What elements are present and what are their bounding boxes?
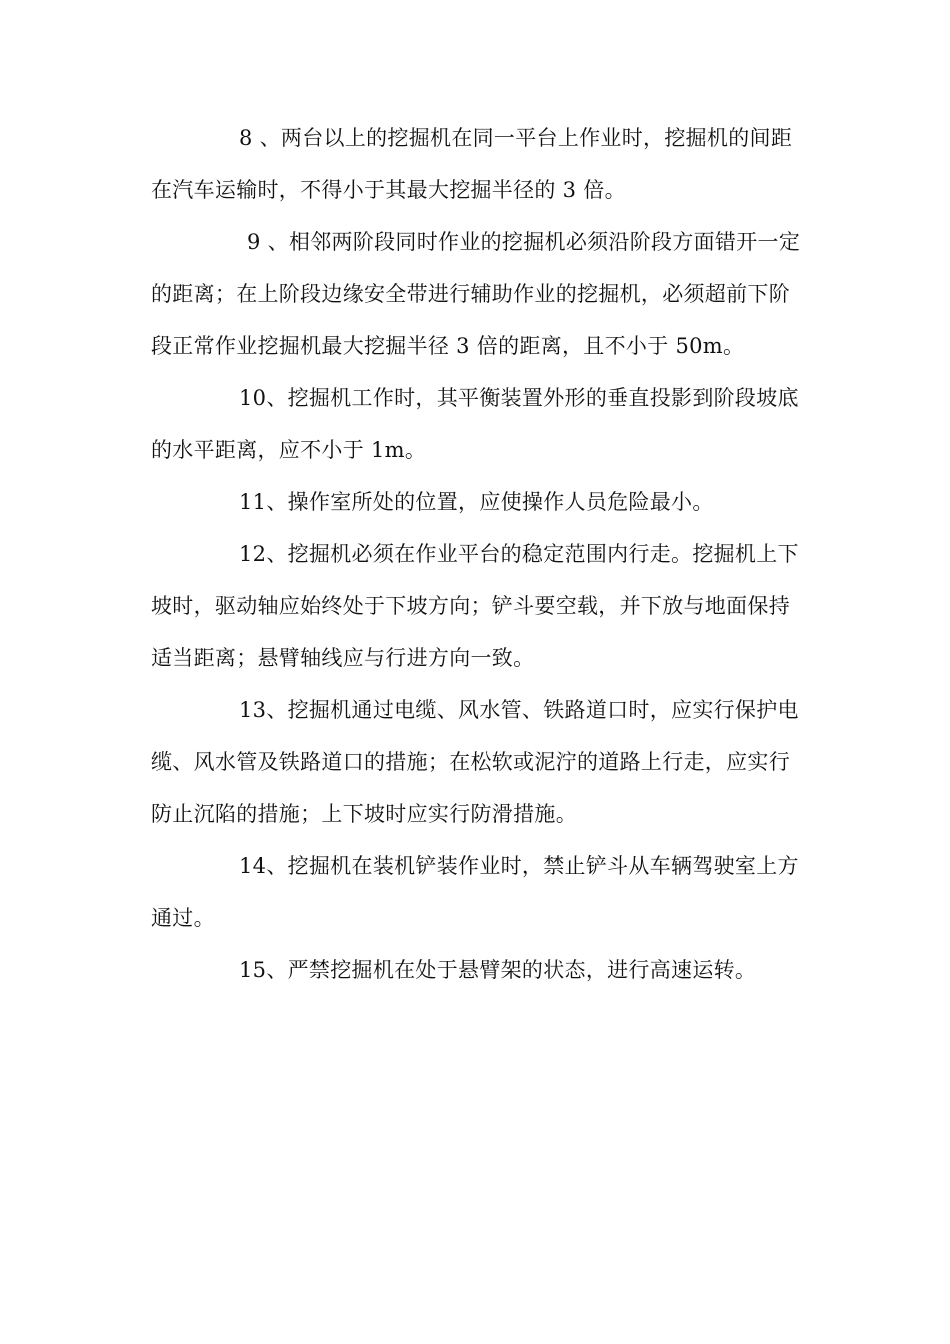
paragraph-item-12: 12、挖掘机必须在作业平台的稳定范围内行走。挖掘机上下坡时，驱动轴应始终处于下坡方向；铲斗要空载，并下放与地面保持适当距离；悬臂轴线应与行进方向一致。 (151, 542, 799, 670)
paragraph-item-8: 8 、两台以上的挖掘机在同一平台上作业时，挖掘机的间距在汽车运输时，不得小于其最大挖掘半径的 3 倍。 (151, 126, 793, 202)
paragraph-item-11: 11、操作室所处的位置，应使操作人员危险最小。 (239, 490, 714, 514)
paragraph-item-14: 14、挖掘机在装机铲装作业时，禁止铲斗从车辆驾驶室上方通过。 (151, 854, 799, 930)
paragraph-item-13: 13、挖掘机通过电缆、风水管、铁路道口时，应实行保护电缆、风水管及铁路道口的措施；在松软或泥泞的道路上行走，应实行防止沉陷的措施；上下坡时应实行防滑措施。 (151, 698, 799, 826)
paragraph-item-15: 15、严禁挖掘机在处于悬臂架的状态，进行高速运转。 (239, 958, 757, 982)
paragraph-item-10: 10、挖掘机工作时，其平衡装置外形的垂直投影到阶段坡底的水平距离，应不小于 1m。 (151, 386, 799, 462)
document-body (151, 112, 801, 996)
paragraph-item-9: 9 、相邻两阶段同时作业的挖掘机必须沿阶段方面错开一定的距离；在上阶段边缘安全带进行辅助作业的挖掘机，必须超前下阶段正常作业挖掘机最大挖掘半径 3 倍的距离，且不小于 50m。 (151, 230, 801, 358)
